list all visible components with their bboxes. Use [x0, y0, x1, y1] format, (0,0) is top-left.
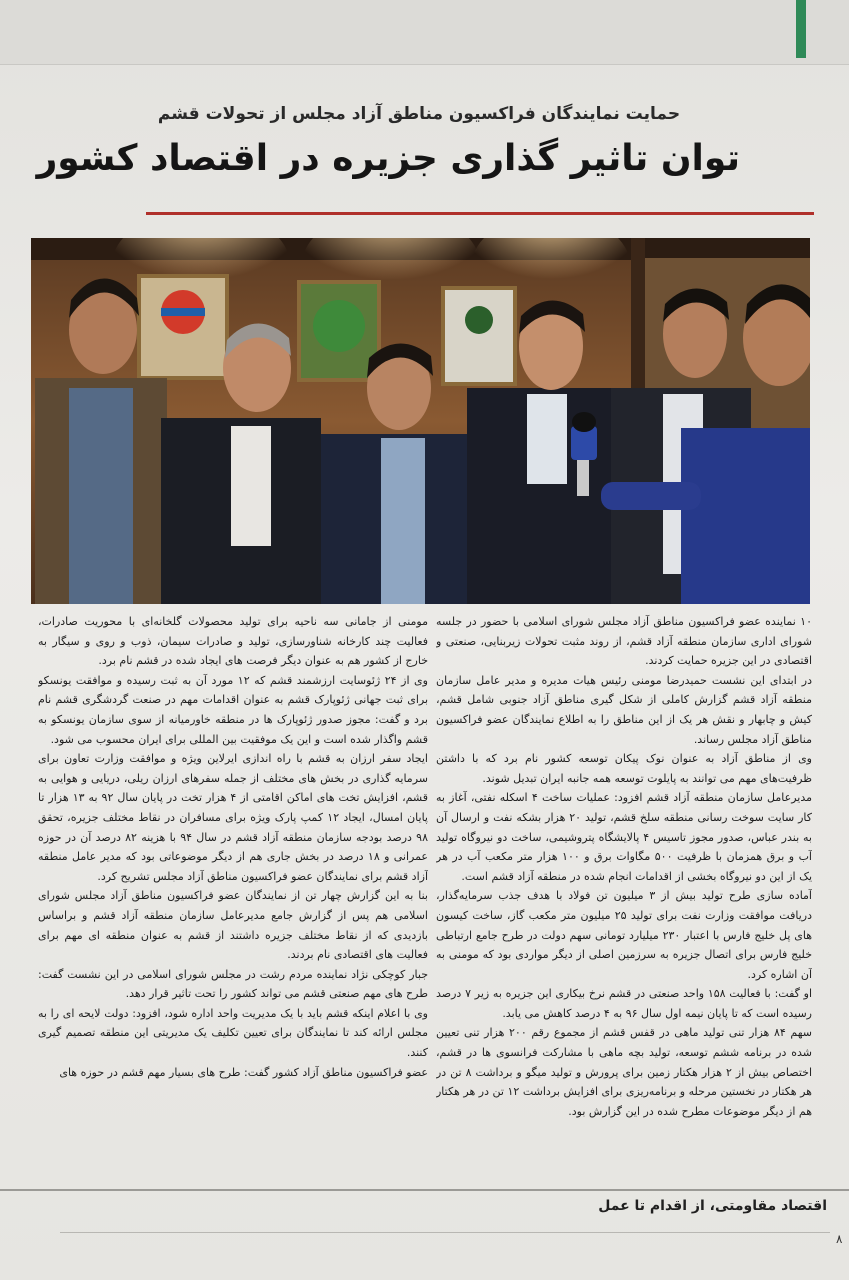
article-photo: [31, 238, 810, 604]
previous-page-strip: [0, 0, 849, 65]
footer-rule: [0, 1189, 849, 1191]
section-color-tab: [796, 0, 806, 58]
paragraph: سهم ۸۴ هزار تنی تولید ماهی در قفس قشم از مجموع رقم ۲۰۰ هزار تنی تعیین شده در برنامه ششم توسعه، تولید بچه ماهی با مشارکت فرانسوی ها در قشم، اختصاص بیش از ۲ هزار هکتار زمین برای پرورش و تولید میگو و برداشت ۸ تن در هر هکتار در نخستین مرحله و برنامه‌ریزی برای افزایش برداشت ۱۲ تن در هر هکتار هم از دیگر موضوعات مطرح شده در این گزارش بود.: [436, 1026, 812, 1118]
article-column-right: [436, 612, 812, 1152]
paragraph: مومنی از جامانی سه ناحیه برای تولید محصولات گلخانه‌ای با محوریت صادرات، فعالیت چند کارخانه شناورسازی، تولید و صادرات سیمان، ذوب و روی و سیگار به خارج از کشور هم به عنوان دیگر فرصت های ایجاد شده در قشم نام برد.: [38, 615, 428, 668]
page-number: ۸: [836, 1232, 843, 1246]
paragraph: او گفت: با فعالیت ۱۵۸ واحد صنعتی در قشم نرخ بیکاری این جزیره به زیر ۷ درصد رسیده است که تا پایان نیمه اول سال ۹۶ به ۴ درصد کاهش می یابد.: [436, 987, 812, 1020]
paragraph: بنا به این گزارش چهار تن از نمایندگان عضو فراکسیون مناطق آزاد مجلس شورای اسلامی هم پس از گزارش جامع مدیرعامل سازمان منطقه آزاد قشم و براساس بازدیدی که از نقاط مختلف جزیره داشتند از قشم به عنوان منطقه ای مهم برای فعالیت های اقتصادی نام بردند.: [38, 889, 428, 962]
paragraph: ایجاد سفر ارزان به قشم با راه اندازی ایرلاین ویژه و موافقت وزارت تعاون برای سرمایه گذاری در بخش های مختلف از جمله سفرهای ارزان ریلی، دریایی و هوایی به قشم، افزایش تخت های اماکن اقامتی از ۴ هزار تخت در پایان سال ۹۲ به ۱۳ هزار تا پایان امسال، ایجاد ۱۲ کمپ پارک ویژه برای مسافران در نقاط مختلف جزیره، تحقق ۹۸ درصد بودجه سازمان منطقه آزاد قشم در سال ۹۴ با هزینه ۸۲ درصد آن در حوزه عمرانی و ۱۸ درصد در بخش جاری هم از دیگر موضوعاتی بود که مدیر عامل منطقه آزاد قشم برای نمایندگان عضو فراکسیون مناطق آزاد مجلس تشریح کرد.: [38, 752, 428, 883]
paragraph: ۱۰ نماینده عضو فراکسیون مناطق آزاد مجلس شورای اسلامی با حضور در جلسه شورای اداری سازمان منطقه آزاد قشم، از روند مثبت تحولات زیربنایی، صنعتی و اقتصادی در این جزیره حمایت کردند.: [436, 615, 812, 668]
headline-rule: [146, 212, 814, 215]
paragraph: جبار کوچکی نژاد نماینده مردم رشت در مجلس شورای اسلامی در این نشست گفت: طرح های مهم صنعتی قشم می تواند کشور را تحت تاثیر قرار دهد.: [38, 967, 428, 1001]
footer-divider: [60, 1232, 830, 1233]
paragraph: عضو فراکسیون مناطق آزاد کشور گفت: طرح های بسیار مهم قشم در حوزه های: [59, 1065, 428, 1079]
article-column-left: [38, 612, 428, 1172]
paragraph: مدیرعامل سازمان منطقه آزاد قشم افزود: عملیات ساخت ۴ اسکله نفتی، آغاز به کار سایت سوخت رسانی منطقه سلخ قشم، تولید ۲۰ هزار بشکه نفت و ارسال آن به بندر عباس، صدور مجوز تاسیس ۴ پالایشگاه پتروشیمی، ساخت دو نیروگاه تولید آب و برق همزمان با ظرفیت ۵۰۰ مگاوات برق و ۱۰۰ هزار متر مکعب آب در هر یک از این دو نیروگاه بخشی از اقدامات انجام شده در منطقه آزاد قشم است.: [436, 791, 812, 883]
article-headline: توان تاثیر گذاری جزیره در اقتصاد کشور: [36, 138, 740, 179]
paragraph: وی از مناطق آزاد به عنوان نوک پیکان توسعه کشور نام برد که با داشتن ظرفیت‌های مهم می توانند به پایلوت توسعه همه جانبه ایران تبدیل شوند.: [436, 752, 812, 785]
section-footer-title: اقتصاد مقاومتی، از اقدام تا عمل: [598, 1198, 827, 1214]
paragraph: وی از ۲۴ ژئوسایت ارزشمند قشم که ۱۲ مورد آن به ثبت رسیده و موافقت یونسکو برای ثبت جهانی ژئوپارک قشم به عنوان اقدامات مهم در صنعت گردشگری قشم نام برد و گفت: مجوز صدور ژئوپارک ها در منطقه خاورمیانه از سوی سازمان یونسکو به قشم واگذار شده است و این یک موفقیت بین المللی برای ایران محسوب می شود.: [38, 673, 428, 746]
article-kicker: حمایت نمایندگان فراکسیون مناطق آزاد مجلس از تحولات قشم: [157, 104, 681, 124]
photo-illustration: [31, 238, 810, 604]
paragraph: در ابتدای این نشست حمیدرضا مومنی رئیس هیات مدیره و مدیر عامل سازمان منطقه آزاد قشم گزارش کاملی از شکل گیری مناطق آزاد جنوبی شامل قشم، کیش و چابهار و نقش هر یک از این مناطق را به اطلاع نمایندگان عضو فراکسیون مناطق آزاد مجلس رساند.: [436, 673, 812, 746]
paragraph: آماده سازی طرح تولید بیش از ۳ میلیون تن فولاد با هدف جذب سرمایه‌گذار، دریافت موافقت وزارت نفت برای تولید ۲۵ میلیون متر مکعب گاز، ساخت کیسون های پل خلیج فارس با اعتبار ۲۳۰ میلیارد تومانی سهم دولت در طرح جامع ارتباطی خلیج فارس برای اتصال جزیره به سرزمین اصلی از دیگر مواردی بود که مومنی به آن اشاره کرد.: [436, 889, 812, 981]
paragraph: وی با اعلام اینکه قشم باید با یک مدیریت واحد اداره شود، افزود: دولت لایحه ای را به مجلس ارائه کند تا نمایندگان برای تعیین تکلیف یک مدیریتی این منطقه تصمیم گیری کنند.: [38, 1006, 428, 1060]
